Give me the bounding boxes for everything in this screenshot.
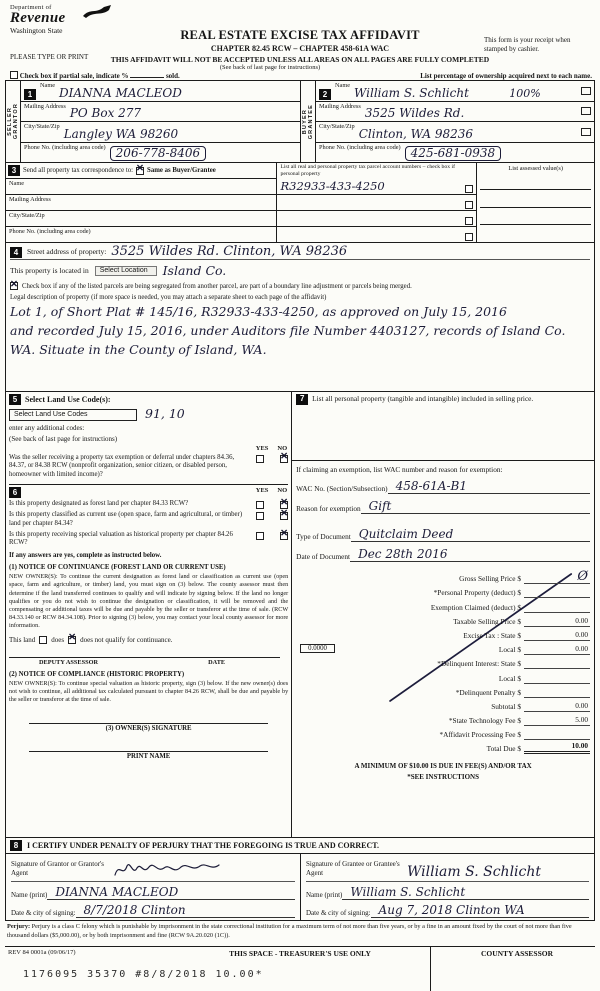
exemption-reason-field[interactable]: Reason for exemption Gift: [296, 500, 590, 514]
land-use-select[interactable]: Select Land Use Codes: [9, 409, 137, 421]
property-location-row: This property is located in Select Location Island Co.: [10, 263, 227, 278]
grantee-name-field[interactable]: Name (print) William S. Schlicht: [306, 882, 589, 900]
current-use-no-checkbox[interactable]: [280, 512, 288, 520]
assessor-divider-line: [430, 947, 431, 991]
document-type-field[interactable]: Type of Document Quitclaim Deed: [296, 528, 590, 542]
grantor-signature-block: [6, 854, 300, 920]
forest-land-question-row: Is this property designated as forest land per chapter 84.33 RCW? ✕: [9, 500, 288, 509]
seller-name-value: DIANNA MACLEOD: [59, 85, 182, 100]
segregated-row: [10, 282, 590, 290]
partial-sale-row: [10, 71, 592, 80]
historic-no-checkbox[interactable]: [280, 532, 288, 540]
percent-box[interactable]: [581, 87, 591, 95]
grantor-name-value: DIANNA MACLEOD: [47, 886, 295, 900]
historic-yes-checkbox[interactable]: [256, 532, 264, 540]
date-label: DATE: [208, 658, 226, 666]
grantee-signature-block: [300, 854, 594, 920]
price-row-gross[interactable]: Gross Selling Price $ Ø: [459, 568, 588, 584]
logo-dept-text: Department of: [10, 4, 52, 11]
seller-phone-field[interactable]: Phone No. (including area code) 206-778-8406: [21, 143, 300, 163]
grantor-date-field[interactable]: Date & city of signing: 8/7/2018 Clinton: [11, 900, 295, 918]
exemption-yes-checkbox[interactable]: [256, 455, 264, 463]
buyer-city-field[interactable]: City/State/Zip Clinton, WA 98236: [316, 122, 594, 143]
if-yes-note: If any answers are yes, complete as instructed below.: [9, 552, 162, 560]
section-5-6-7: [5, 392, 595, 838]
form-body: [5, 80, 595, 921]
exemption-header: If claiming an exemption, list WAC number and reason for exemption:: [296, 465, 503, 474]
same-as-buyer-checkbox[interactable]: [136, 167, 144, 175]
grantee-signature-field[interactable]: Signature of Grantee or Grantee's Agent William S. Schlicht: [306, 856, 589, 882]
seller-address-value: PO Box 277: [69, 106, 142, 120]
seller-city-field[interactable]: City/State/Zip Langley WA 98260: [21, 122, 300, 143]
buyer-address-value: 3525 Wildes Rd.: [364, 106, 465, 120]
partial-sale-checkbox[interactable]: [10, 71, 18, 79]
section-8-badge: 8: [10, 840, 22, 851]
perjury-note: Perjury: Perjury is a class C felony which is punishable by imprisonment in the state correctional institution for a maximum term of not more than five years, or by a fine in an amount fixed by the court of not more than five thousand dollars ($5,000.00), or by both imprisonment and fine (RCW 9A.20.020 (1C)).: [7, 923, 572, 939]
does-not-qualify-checkbox[interactable]: [68, 636, 76, 644]
parcel-row[interactable]: [277, 179, 476, 195]
dor-logo: [10, 4, 140, 35]
form-header: [0, 0, 600, 80]
personal-property-checkbox[interactable]: [465, 217, 473, 225]
buyer-name-field[interactable]: 2 Name William S. Schlicht 100%: [316, 81, 594, 102]
grantee-date-value: Aug 7, 2018 Clinton WA: [371, 904, 589, 918]
parcel-row[interactable]: [277, 227, 476, 242]
treasurer-space-label: THIS SPACE - TREASURER'S USE ONLY: [229, 949, 371, 958]
seller-city-value: Langley WA 98260: [63, 126, 179, 141]
segregated-label: Check box if any of the listed parcels are being segregated from another parcel, are part of a boundary line adjustment or parcels being merged.: [22, 282, 412, 290]
see-instructions-note: *SEE INSTRUCTIONS: [407, 773, 479, 782]
segregated-checkbox[interactable]: [10, 282, 18, 290]
local-rate-box: 0.0000: [300, 644, 335, 653]
seller-side-label: SELLER: [7, 107, 13, 136]
buyer-city-value: Clinton, WA 98236: [358, 126, 474, 141]
seller-phone-value: 206-778-8406: [110, 146, 206, 161]
please-type-note: PLEASE TYPE OR PRINT: [10, 53, 89, 61]
tax-computation-column: [291, 392, 594, 837]
price-row-delinquent-interest-local[interactable]: Local $: [296, 669, 590, 683]
price-row-subtotal[interactable]: Subtotal $ 0.00: [491, 700, 588, 711]
personal-property-checkbox[interactable]: [465, 201, 473, 209]
section-5-badge: 5: [9, 394, 21, 405]
flag-icon: [82, 4, 112, 19]
grantor-name-field[interactable]: Name (print) DIANNA MACLEOD: [11, 882, 295, 900]
price-row-excise-state[interactable]: Excise Tax : State $ 0.00: [463, 629, 588, 640]
current-use-yes-checkbox[interactable]: [256, 512, 264, 520]
form-number: REV 84 0001a (09/06/17): [8, 949, 76, 956]
section-1-2: [5, 80, 595, 163]
legal-description-label: Legal description of property (if more space is needed, you may attach a separate sheet to each page of the affidavit): [10, 294, 327, 301]
see-back-label: (See back of last page for instructions): [9, 434, 118, 443]
price-row-total-due[interactable]: Total Due $ 10.00: [486, 741, 588, 754]
historic-question-row: Is this property receiving special valuation as historical property per chapter 84.26 RCW? ✕: [9, 531, 288, 549]
location-select[interactable]: Select Location: [95, 266, 157, 276]
buyer-percent-value: 100%: [509, 86, 541, 100]
owners-signature-line[interactable]: [29, 714, 268, 724]
tax-correspondence-block: 3 Send all property tax correspondence to: ✕ Same as Buyer/Grantee Name Mailing Address City/State/Zip Phone No. (including area code): [6, 163, 276, 242]
section-6-header: 6 YES NO: [9, 484, 288, 498]
section-3: [5, 163, 595, 243]
price-row-processing-fee[interactable]: *Affidavit Processing Fee $: [296, 726, 590, 740]
wac-field[interactable]: WAC No. (Section/Subsection) 458-61A-B1: [296, 480, 590, 494]
additional-codes-label: enter any additional codes:: [9, 423, 85, 432]
section-4-badge: 4: [10, 247, 22, 258]
form-title: REAL ESTATE EXCISE TAX AFFIDAVIT: [180, 28, 420, 42]
owners-signature-label: (3) OWNER(S) SIGNATURE: [105, 725, 192, 733]
minimum-due-note: A MINIMUM OF $10.00 IS DUE IN FEE(S) AND/OR TAX: [354, 762, 532, 771]
grantor-signature: [112, 859, 222, 881]
land-use-codes-value: 91, 10: [145, 406, 185, 421]
price-row-delinquent-penalty[interactable]: *Delinquent Penalty $: [296, 684, 590, 698]
county-assessor-label: COUNTY ASSESSOR: [480, 949, 554, 958]
warning-note: THIS AFFIDAVIT WILL NOT BE ACCEPTED UNLESS ALL AREAS ON ALL PAGES ARE FULLY COMPLETED: [110, 55, 490, 64]
section-8: [5, 838, 595, 921]
price-row-delinquent-interest-state[interactable]: *Delinquent Interest: State $: [296, 655, 590, 669]
print-name-line[interactable]: [29, 742, 268, 752]
certify-statement: I CERTIFY UNDER PENALTY OF PERJURY THAT THE FOREGOING IS TRUE AND CORRECT.: [27, 841, 380, 850]
exemption-question-row: [9, 454, 288, 480]
forest-yes-checkbox[interactable]: [256, 501, 264, 509]
correspondence-city-field[interactable]: City/State/Zip: [6, 211, 276, 227]
ownership-note: List percentage of ownership acquired next to each name.: [420, 72, 592, 80]
continuance-qualify-row: This land does ✕ does not qualify for continuance.: [9, 636, 288, 644]
partial-sale-option: [10, 71, 180, 80]
buyer-phone-value: 425-681-0938: [405, 146, 501, 161]
correspondence-name-field[interactable]: Name: [6, 179, 276, 195]
sold-label: sold.: [165, 72, 180, 80]
grantor-date-value: 8/7/2018 Clinton: [76, 904, 295, 918]
buyer-address-field[interactable]: Mailing Address 3525 Wildes Rd.: [316, 102, 594, 123]
street-address-field[interactable]: 4 Street address of property: 3525 Wildes Rd. Clinton, WA 98236: [10, 245, 590, 260]
land-use-header: Select Land Use Code(s):: [25, 395, 111, 404]
parcel-row[interactable]: [277, 211, 476, 227]
notice-compliance-title: (2) NOTICE OF COMPLIANCE (HISTORIC PROPERTY): [9, 670, 185, 678]
parcel-numbers-block: [276, 163, 476, 242]
buyer-name-value: William S. Schlicht: [354, 85, 469, 100]
section-6-badge: 6: [9, 487, 21, 498]
form-subtitle: CHAPTER 82.45 RCW – CHAPTER 458-61A WAC: [210, 44, 390, 53]
section-4: [5, 243, 595, 392]
forest-no-checkbox[interactable]: [280, 501, 288, 509]
assessed-value-row[interactable]: [480, 190, 591, 208]
seller-address-field[interactable]: Mailing Address PO Box 277: [21, 102, 300, 123]
personal-property-checkbox[interactable]: [465, 185, 473, 193]
partial-sale-percent-field[interactable]: [130, 71, 164, 78]
document-date-field[interactable]: Date of Document Dec 28th 2016: [296, 548, 590, 562]
seller-side-strip: [6, 81, 21, 162]
grantee-signature-value: William S. Schlicht: [407, 864, 542, 880]
current-use-question-row: Is this property classified as current use (open space, farm and agricultural, or timber) land per chapter 84.34? ✕: [9, 511, 288, 529]
personal-property-checkbox[interactable]: [465, 233, 473, 241]
bottom-strip: [5, 946, 595, 991]
receipt-note: This form is your receipt when stamped by cashier.: [484, 36, 571, 54]
parcel-number-value: R32933-433-4250: [280, 178, 385, 193]
grantor-side-label: GRANTOR: [13, 103, 19, 140]
assessed-values-block: [476, 163, 594, 242]
personal-property-entry-area[interactable]: [292, 409, 594, 461]
section-seller: [6, 81, 300, 162]
location-value: Island Co.: [162, 263, 227, 278]
print-name-label: PRINT NAME: [126, 753, 171, 761]
section-2-badge: 2: [319, 89, 331, 100]
price-row-local[interactable]: 0.0000 Local $ 0.00: [296, 641, 590, 655]
document-date-value: Dec 28th 2016: [350, 548, 590, 562]
logo-revenue-text: Revenue: [10, 10, 66, 26]
grantee-side-label: GRANTEE: [308, 103, 314, 140]
exemption-no-checkbox[interactable]: [280, 455, 288, 463]
section-3-badge: 3: [8, 165, 20, 176]
grantee-date-field[interactable]: Date & city of signing: Aug 7, 2018 Clinton WA: [306, 900, 589, 918]
price-row-taxable[interactable]: Taxable Selling Price $ 0.00: [453, 615, 588, 626]
assessed-value-row[interactable]: [480, 225, 591, 242]
exemption-question: Was the seller receiving a property tax exemption or deferral under chapters 84.36, 84.37, or 84.38 RCW (nonprofit organization, senior citizen, or disabled person, homeowner with limited income)?: [9, 453, 235, 479]
street-address-value: 3525 Wildes Rd. Clinton, WA 98236: [111, 244, 348, 259]
wac-value: 458-61A-B1: [388, 480, 590, 494]
correspondence-phone-field[interactable]: Phone No. (including area code): [9, 228, 91, 235]
does-qualify-checkbox[interactable]: [39, 636, 47, 644]
partial-sale-label: Check box if partial sale, indicate %: [19, 72, 129, 80]
notice-compliance-body: NEW OWNER(S): To continue special valuation as historic property, sign (3) below. If the new owner(s) does not wish to continue, all additional tax calculated pursuant to chapter 84.26 RCW, shall be due and payable by the seller or transferor at the time of sale.: [9, 679, 289, 703]
notice-continuance-body: NEW OWNER(S): To continue the current designation as forest land or classification as current use (open space, farm and agriculture, or timber) land, you must sign on (3) below. The county assessor must then determine if the land transferred continues to qualify and will indicate by signing below. If the land no longer qualifies or you do not wish to continue the designation or classification, it will be removed and the compensating or additional taxes will be due and payable by the seller or transferor at the time of sale. (RCW 84.33.140 or RCW 84.34.108). Prior to signing (3) below, you may contact your local county assessor for more information.: [9, 573, 289, 630]
percent-box[interactable]: [581, 107, 591, 115]
title-block: [140, 28, 460, 53]
price-row-technology-fee[interactable]: *State Technology Fee $ 5.00: [448, 715, 588, 726]
document-type-value: Quitclaim Deed: [351, 528, 590, 542]
seller-name-field[interactable]: 1 Name DIANNA MACLEOD: [21, 81, 300, 102]
section-buyer: [300, 81, 594, 162]
price-row-exemption[interactable]: Exemption Claimed (deduct) $: [296, 598, 590, 612]
price-row-personal[interactable]: *Personal Property (deduct) $: [296, 584, 590, 598]
parcel-header: List all real and personal property tax parcel account numbers – check box if personal property: [280, 164, 455, 177]
deputy-assessor-signature-line[interactable]: [9, 646, 280, 658]
cashier-stamp: 1176095 35370 #8/8/2018 10.00*: [23, 969, 264, 980]
parcel-row[interactable]: [277, 195, 476, 211]
assessed-value-row[interactable]: [480, 172, 591, 190]
assessed-value-row[interactable]: [480, 208, 591, 226]
section-7-badge: 7: [296, 394, 308, 405]
grantee-name-value: William S. Schlicht: [342, 886, 589, 900]
assessed-values-header: List assessed value(s): [508, 165, 563, 172]
buyer-side-strip: [301, 81, 316, 162]
grantor-signature-field[interactable]: Signature of Grantor or Grantor's Agent: [11, 856, 295, 882]
exemption-reason-value: Gift: [361, 500, 590, 514]
correspondence-address-field[interactable]: Mailing Address: [6, 195, 276, 211]
land-use-column: 5 Select Land Use Code(s): Select Land Use Codes 91, 10 enter any additional codes: (See back of last page for instructions) YES NO Was the seller receiving a property tax exemption or deferral under chapters 84.36, 84.37, or 84.38 RCW (nonprofit organization, senior citizen, or disabled person, homeowner with limited income)? ✕ 6 YES NO Is this property designated as forest land per chapter 84.33 RCW? ✕ Is this property classified as current use (open space, farm and agricultural, or timber) land per chapter 84.34? ✕ Is this property receiving special valuation as historical property per chapter 84.26 RCW? ✕ If any answers are yes, complete as instructed below. (1) NOTICE OF CONTINUANCE (FOREST LAND OR CURRENT USE) NEW OWNER(S): To continue the current designation as forest land or classification as current use (open space, farm and agriculture, or timber) land, you must sign on (3) below. The county assessor must then determine if the land transferred continues to qualify and will indicate by signing below. If the land no longer qualifies or you do not wish to continue the designation or classification, it will be removed and the compensating or additional taxes will be due and payable by the seller or transferor at the time of sale. (RCW 84.33.140 or RCW 84.34.108). Prior to signing (3) below, you may contact your local county assessor for more information. This land does ✕ does not qualify for continuance. DEPUTY ASSESSOR DATE (2) NOTICE OF COMPLIANCE (HISTORIC PROPERTY) NEW OWNER(S): To continue special valuation as historic property, sign (3) below. If the new owner(s) does not wish to continue, all additional tax calculated pursuant to chapter 84.26 RCW, shall be due and payable by the seller or transferor at the time of sale. (3) OWNER(S) SIGNATURE PRINT NAME: [6, 392, 291, 837]
price-table: [296, 570, 590, 754]
personal-property-header: List all personal property (tangible and intangible) included in selling price.: [312, 394, 534, 403]
gross-price-value: Ø: [577, 568, 588, 584]
logo-state-text: Washington State: [10, 26, 63, 35]
buyer-phone-field[interactable]: Phone No. (including area code) 425-681-0938: [316, 143, 594, 163]
see-back-note: (See back of last page for instructions): [219, 64, 321, 71]
legal-description-value[interactable]: Lot 1, of Short Plat # 145/16, R32933-433-4250, as approved on July 15, 2016 and recorded July 15, 2016, under Auditors file Number 4403127, records of Island Co. WA. Situate in the County of Island, WA.: [10, 304, 566, 357]
deputy-assessor-label: DEPUTY ASSESSOR: [39, 658, 99, 666]
notice-continuance-title: (1) NOTICE OF CONTINUANCE (FOREST LAND OR CURRENT USE): [9, 564, 226, 572]
section-1-badge: 1: [24, 89, 36, 100]
percent-box[interactable]: [581, 128, 591, 136]
buyer-side-label: BUYER: [302, 108, 308, 135]
